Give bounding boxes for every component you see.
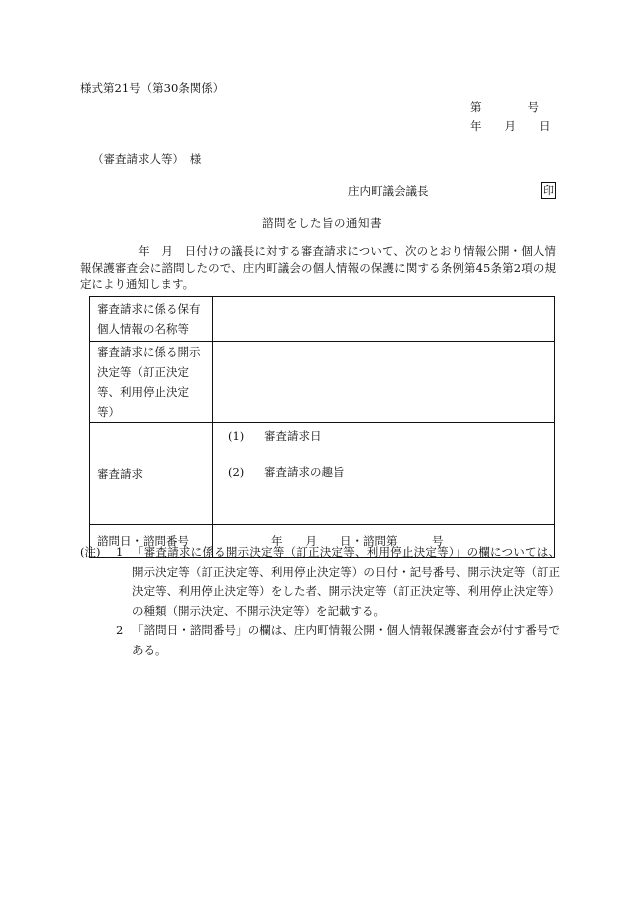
addressee: （審査請求人等） 様 xyxy=(92,152,202,166)
row-label-disclosure-decision: 審査請求に係る開示決定等（訂正決定等、利用停止決定等） xyxy=(90,342,213,423)
notes-prefix: (注) xyxy=(80,545,101,559)
review-request-item xyxy=(228,428,322,445)
personal-info-value-cell[interactable] xyxy=(213,297,555,342)
item-text: 審査請求日 xyxy=(264,429,322,443)
note-item xyxy=(80,621,560,660)
table-row xyxy=(90,342,555,423)
table-row xyxy=(90,297,555,342)
note-text: 「諮問日・諮問番号」の欄は、庄内町情報公開・個人情報保護審査会が付す番号である。 xyxy=(132,623,560,657)
row-label-personal-info: 審査請求に係る保有個人情報の名称等 xyxy=(90,297,213,342)
item-number: (2) xyxy=(228,465,245,479)
document-date: 年 月 日 xyxy=(470,119,551,133)
review-request-item xyxy=(228,464,345,481)
row-label-consultation-date: 諮問日・諮問番号 xyxy=(90,525,213,558)
consultation-date-value: 年 月 日・諮問第 号 xyxy=(213,525,555,558)
item-text: 審査請求の趣旨 xyxy=(264,465,345,479)
table-row xyxy=(90,423,555,525)
note-number: 1 xyxy=(116,545,124,559)
item-number: (1) xyxy=(228,429,245,443)
disclosure-decision-value-cell[interactable] xyxy=(213,342,555,423)
note-item xyxy=(80,543,560,621)
note-text: 「審査請求に係る開示決定等（訂正決定等、利用停止決定等）」の欄については、開示決定等（訂正決定等、利用停止決定等）の日付・記号番号、開示決定等（訂正決定等、利用停止決定等）をした者、開示決定等（訂正決定等、利用停止決定等）の種類（開示決定、不開示決定等）を記載する。 xyxy=(132,545,560,618)
notice-table xyxy=(89,296,555,558)
notes-section xyxy=(80,543,560,660)
form-number: 様式第21号（第30条関係） xyxy=(80,81,225,95)
seal-mark: 印 xyxy=(543,184,554,197)
note-number: 2 xyxy=(116,623,124,637)
review-request-value-cell[interactable] xyxy=(213,423,555,525)
row-label-review-request: 審査請求 xyxy=(90,423,213,525)
sender-name: 庄内町議会議長 xyxy=(348,184,429,198)
document-number: 第 号 xyxy=(470,100,539,114)
document-title: 諮問をした旨の通知書 xyxy=(262,216,382,230)
body-paragraph: 年 月 日付けの議長に対する審査請求について、次のとおり情報公開・個人情報保護審査会に諮問したので、庄内町議会の個人情報の保護に関する条例第45条第2項の規定により通知します。 xyxy=(80,244,556,291)
